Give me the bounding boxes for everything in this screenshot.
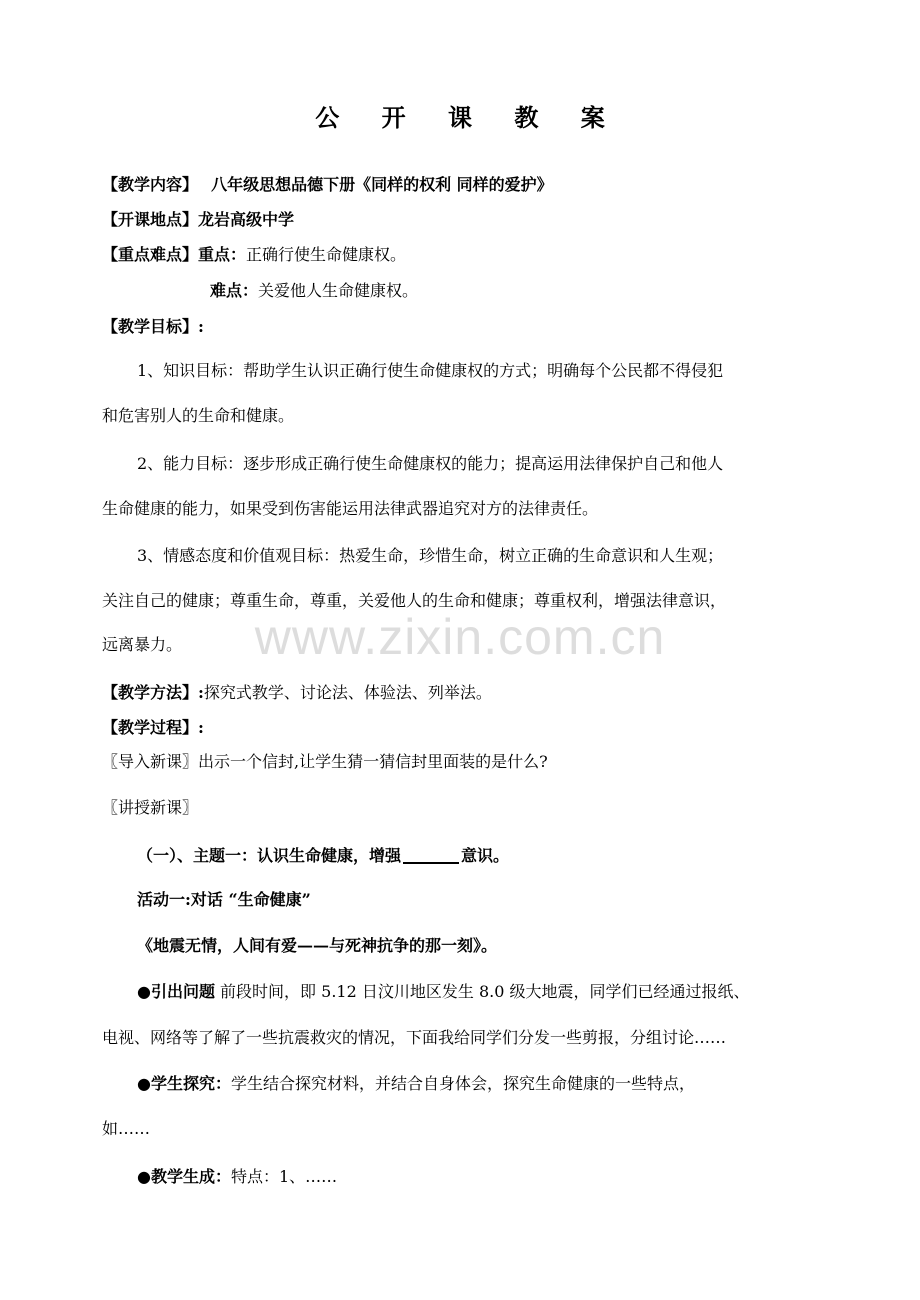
intro-row xyxy=(102,751,548,773)
objective-2-line-2: 生命健康的能力，如果受到伤害能运用法律武器追究对方的法律责任。 xyxy=(102,499,599,518)
intro-label: 〖导入新课〗 xyxy=(102,752,199,771)
question-row xyxy=(137,981,749,1003)
methods-value: 探究式教学、讨论法、体验法、列举法。 xyxy=(203,683,492,702)
objective-3-line-1: 3、情感态度和价值观目标：热爱生命，珍惜生命，树立正确的生命意识和人生观； xyxy=(137,546,724,565)
location-label: 【开课地点】 xyxy=(102,210,199,229)
page-title: 公 开 课 教 案 xyxy=(315,103,622,132)
question-label: ●引出问题 xyxy=(137,982,215,1001)
generation-value: 特点：1、…… xyxy=(230,1167,338,1186)
activity-1: 活动一:对话 “生命健康” xyxy=(137,890,311,909)
methods-row xyxy=(102,682,492,704)
explore-line-2: 如…… xyxy=(102,1119,151,1138)
focus-value: 正确行使生命健康权。 xyxy=(246,245,407,264)
methods-label: 【教学方法】: xyxy=(102,683,204,702)
difficulty-row xyxy=(210,280,418,302)
theme-1-suffix: 意识。 xyxy=(461,846,510,865)
content-row xyxy=(102,174,553,196)
watermark: www.zixin.com.cn xyxy=(254,609,666,665)
objective-2-line-1: 2、能力目标：逐步形成正确行使生命健康权的能力；提高运用法律保护自己和他人 xyxy=(137,454,724,473)
difficulty-value: 关爱他人生命健康权。 xyxy=(258,281,419,300)
theme-1-row xyxy=(137,845,509,867)
theme-1-text: （一）、主题一：认识生命健康，增强 xyxy=(137,846,402,865)
explore-label: ●学生探究： xyxy=(137,1074,231,1093)
explore-line-1: 学生结合探究材料，并结合自身体会，探究生命健康的一些特点， xyxy=(230,1074,695,1093)
objective-1-line-2: 和危害别人的生命和健康。 xyxy=(102,406,295,425)
location-value: 龙岩高级中学 xyxy=(198,210,295,229)
objective-1-line-1: 1、知识目标：帮助学生认识正确行使生命健康权的方式；明确每个公民都不得侵犯 xyxy=(137,361,724,380)
question-line-2: 电视、网络等了解了一些抗震救灾的情况，下面我给同学们分发一些剪报，分组讨论…… xyxy=(102,1028,727,1047)
quake-title: 《地震无情，人间有爱——与死神抗争的那一刻》。 xyxy=(137,936,498,955)
key-points-label: 【重点难点】 xyxy=(102,245,199,264)
lecture-label: 〖讲授新课〗 xyxy=(102,798,199,817)
location-row xyxy=(102,209,294,231)
objective-3-line-2: 关注自己的健康；尊重生命，尊重，关爱他人的生命和健康；尊重权利，增强法律意识， xyxy=(102,591,727,610)
key-points-row xyxy=(102,244,406,266)
intro-value: 出示一个信封,让学生猜一猜信封里面装的是什么? xyxy=(198,752,548,771)
process-label: 【教学过程】: xyxy=(102,718,204,737)
focus-label: 重点： xyxy=(198,245,247,264)
content-value: 八年级思想品德下册《同样的权利 同样的爱护》 xyxy=(211,175,553,194)
question-line-1: 前段时间，即 5.12 日汶川地区发生 8.0 级大地震，同学们已经通过报纸、 xyxy=(214,982,750,1001)
objective-3-line-3: 远离暴力。 xyxy=(102,635,183,654)
content-label: 【教学内容】 xyxy=(102,175,199,194)
generation-row xyxy=(137,1166,337,1188)
explore-row xyxy=(137,1073,695,1095)
difficulty-label: 难点： xyxy=(210,281,259,300)
fill-in-blank xyxy=(403,862,459,864)
generation-label: ●教学生成： xyxy=(137,1167,231,1186)
objectives-label: 【教学目标】: xyxy=(102,317,204,336)
